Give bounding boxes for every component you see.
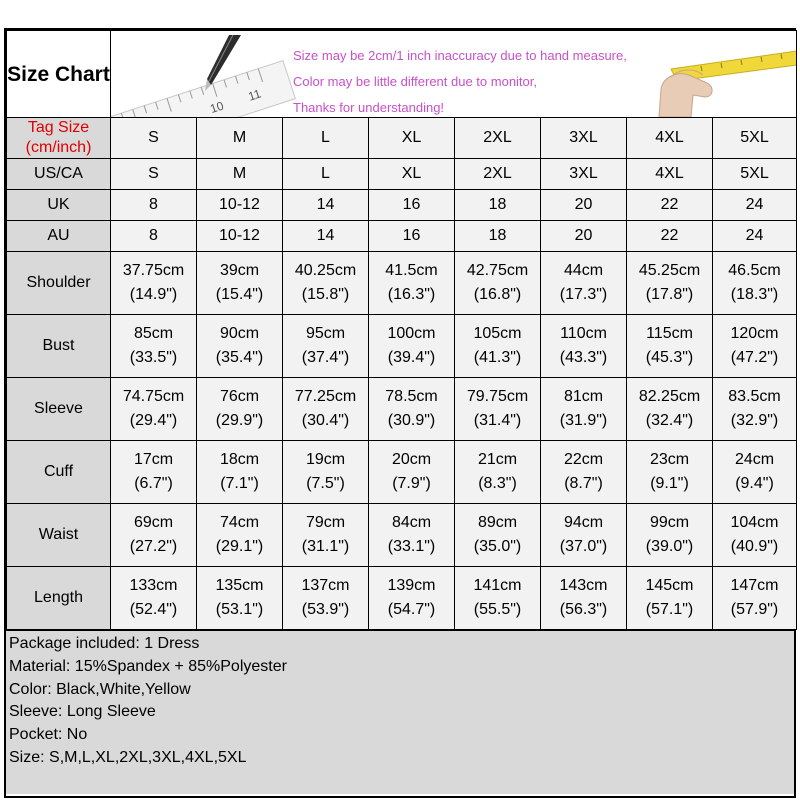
tag-size-cell: L xyxy=(283,118,369,159)
tag-size-cell: M xyxy=(197,118,283,159)
inch-value: (17.3") xyxy=(559,286,608,303)
inch-value: (31.4") xyxy=(473,412,522,429)
cm-value: 94cm xyxy=(563,514,604,531)
cm-value: 17cm xyxy=(133,451,174,468)
inch-value: (14.9") xyxy=(129,286,178,303)
size-cell: 22 xyxy=(627,190,713,221)
tag-size-cell: 5XL xyxy=(713,118,797,159)
size-cell: 18 xyxy=(455,221,541,252)
inch-value: (54.7") xyxy=(387,601,436,618)
inch-value: (30.4") xyxy=(301,412,350,429)
inch-value: (57.9") xyxy=(730,601,779,618)
cm-value: 79.75cm xyxy=(466,388,529,405)
measure-cell xyxy=(111,567,197,630)
chart-title: Size Chart xyxy=(7,31,111,118)
measure-cell xyxy=(283,252,369,315)
inch-value: (55.5") xyxy=(473,601,522,618)
inch-value: (30.9") xyxy=(387,412,436,429)
header-banner xyxy=(111,31,797,118)
ruler-number: 10 xyxy=(208,98,226,117)
measure-cell xyxy=(627,567,713,630)
size-cell: 3XL xyxy=(541,159,627,190)
cm-value: 23cm xyxy=(649,451,690,468)
size-cell: 24 xyxy=(713,221,797,252)
cm-value: 110cm xyxy=(560,325,607,342)
ruler-icon xyxy=(111,61,295,117)
size-cell: S xyxy=(111,159,197,190)
info-line: Pocket: No xyxy=(9,726,88,744)
measure-cell xyxy=(197,504,283,567)
size-cell: 20 xyxy=(541,221,627,252)
measure-cell xyxy=(283,378,369,441)
cm-value: 74.75cm xyxy=(122,388,185,405)
header-notes xyxy=(293,43,627,118)
inch-value: (47.2") xyxy=(730,349,779,366)
size-cell: 4XL xyxy=(627,159,713,190)
inch-value: (16.8") xyxy=(473,286,522,303)
inch-value: (33.1") xyxy=(387,538,436,555)
inch-value: (7.1") xyxy=(220,475,259,492)
inch-value: (18.3") xyxy=(730,286,779,303)
inch-value: (8.7") xyxy=(564,475,603,492)
row-label: US/CA xyxy=(7,159,111,190)
measure-cell xyxy=(455,441,541,504)
measure-cell xyxy=(627,252,713,315)
row-label: Shoulder xyxy=(7,252,111,315)
measure-cell xyxy=(455,504,541,567)
inch-value: (17.8") xyxy=(645,286,694,303)
measure-cell xyxy=(713,504,797,567)
measure-cell xyxy=(455,567,541,630)
measure-cell xyxy=(627,504,713,567)
inch-value: (39.4") xyxy=(387,349,436,366)
cm-value: 90cm xyxy=(219,325,260,342)
inch-value: (41.3") xyxy=(473,349,522,366)
measure-cell xyxy=(541,378,627,441)
cm-value: 20cm xyxy=(391,451,432,468)
cm-value: 22cm xyxy=(563,451,604,468)
measure-cell xyxy=(713,252,797,315)
measure-cell xyxy=(627,315,713,378)
size-cell: 24 xyxy=(713,190,797,221)
note-line: Thanks for understanding! xyxy=(293,100,445,115)
measure-cell xyxy=(455,315,541,378)
inch-value: (32.4") xyxy=(645,412,694,429)
size-cell: 10-12 xyxy=(197,190,283,221)
size-cell: 20 xyxy=(541,190,627,221)
measure-cell xyxy=(541,504,627,567)
product-info xyxy=(6,630,794,794)
tag-size-label: Tag Size (cm/inch) xyxy=(7,118,111,159)
inch-value: (29.9") xyxy=(215,412,264,429)
size-chart xyxy=(4,28,796,798)
info-line: Package included: 1 Dress xyxy=(9,635,200,652)
cm-value: 74cm xyxy=(219,514,260,531)
cm-value: 44cm xyxy=(563,262,604,279)
inch-value: (32.9") xyxy=(730,412,779,429)
tag-size-cell: 4XL xyxy=(627,118,713,159)
row-label: Waist xyxy=(7,504,111,567)
cm-value: 46.5cm xyxy=(728,262,781,279)
inch-value: (6.7") xyxy=(134,475,173,492)
measure-cell xyxy=(197,252,283,315)
inch-value: (37.4") xyxy=(301,349,350,366)
row-label: Cuff xyxy=(7,441,111,504)
inch-value: (31.1") xyxy=(301,538,350,555)
measure-cell xyxy=(541,252,627,315)
inch-value: (53.9") xyxy=(301,601,350,618)
cm-value: 133cm xyxy=(129,577,178,594)
measure-cell xyxy=(283,315,369,378)
cm-value: 135cm xyxy=(215,577,264,594)
inch-value: (7.9") xyxy=(392,475,431,492)
cm-value: 115cm xyxy=(646,325,693,342)
info-line: Material: 15%Spandex + 85%Polyester xyxy=(9,657,287,675)
measure-cell xyxy=(111,378,197,441)
inch-value: (37.0") xyxy=(559,538,608,555)
inch-value: (56.3") xyxy=(559,601,608,618)
measure-cell xyxy=(111,315,197,378)
measure-cell xyxy=(455,378,541,441)
cm-value: 40.25cm xyxy=(294,262,357,279)
info-line: Size: S,M,L,XL,2XL,3XL,4XL,5XL xyxy=(9,748,247,766)
row-label: Bust xyxy=(7,315,111,378)
cm-value: 100cm xyxy=(387,325,436,342)
measure-cell xyxy=(111,252,197,315)
size-table xyxy=(6,30,797,630)
size-cell: XL xyxy=(369,159,455,190)
cm-value: 145cm xyxy=(645,577,694,594)
measure-cell xyxy=(369,378,455,441)
inch-value: (8.3") xyxy=(478,475,517,492)
size-cell: 14 xyxy=(283,221,369,252)
cm-value: 39cm xyxy=(219,262,260,279)
size-cell: 18 xyxy=(455,190,541,221)
cm-value: 139cm xyxy=(387,577,436,594)
inch-value: (43.3") xyxy=(559,349,608,366)
measure-cell xyxy=(369,315,455,378)
measure-row xyxy=(7,504,797,567)
cm-value: 69cm xyxy=(133,514,174,531)
row-label: Length xyxy=(7,567,111,630)
size-cell: 14 xyxy=(283,190,369,221)
cm-value: 143cm xyxy=(559,577,608,594)
measure-cell xyxy=(369,567,455,630)
inch-value: (15.4") xyxy=(215,286,264,303)
size-cell: 8 xyxy=(111,221,197,252)
info-line: Color: Black,White,Yellow xyxy=(9,680,191,698)
tag-size-cell: XL xyxy=(369,118,455,159)
size-cell: 16 xyxy=(369,190,455,221)
cm-value: 137cm xyxy=(301,577,350,594)
measure-cell xyxy=(111,504,197,567)
inch-value: (39.0") xyxy=(645,538,694,555)
cm-value: 45.25cm xyxy=(638,262,701,279)
note-line: Color may be little different due to monitor, xyxy=(293,74,537,89)
measure-cell xyxy=(713,441,797,504)
measure-cell xyxy=(283,441,369,504)
measure-cell xyxy=(541,441,627,504)
inch-value: (35.0") xyxy=(473,538,522,555)
tag-size-cell: S xyxy=(111,118,197,159)
inch-value: (52.4") xyxy=(129,601,178,618)
header-row xyxy=(7,31,797,118)
row-label: Sleeve xyxy=(7,378,111,441)
inch-value: (57.1") xyxy=(645,601,694,618)
size-cell: 8 xyxy=(111,190,197,221)
row-label: UK xyxy=(7,190,111,221)
size-cell: L xyxy=(283,159,369,190)
measure-row xyxy=(7,315,797,378)
inch-value: (27.2") xyxy=(129,538,178,555)
cm-value: 21cm xyxy=(477,451,518,468)
tag-size-row xyxy=(7,118,797,159)
cm-value: 141cm xyxy=(473,577,522,594)
measure-cell xyxy=(713,315,797,378)
cm-value: 76cm xyxy=(219,388,260,405)
cm-value: 85cm xyxy=(133,325,174,342)
size-cell: M xyxy=(197,159,283,190)
cm-value: 104cm xyxy=(730,514,779,531)
inch-value: (33.5") xyxy=(129,349,178,366)
cm-value: 84cm xyxy=(391,514,432,531)
measure-cell xyxy=(197,378,283,441)
inch-value: (15.8") xyxy=(301,286,350,303)
measure-cell xyxy=(713,378,797,441)
cm-value: 41.5cm xyxy=(385,262,438,279)
inch-value: (45.3") xyxy=(645,349,694,366)
cm-value: 37.75cm xyxy=(122,262,185,279)
measure-cell xyxy=(197,567,283,630)
cm-value: 18cm xyxy=(219,451,260,468)
cm-value: 19cm xyxy=(305,451,346,468)
measure-cell xyxy=(283,567,369,630)
measure-cell xyxy=(369,441,455,504)
cm-value: 82.25cm xyxy=(638,388,701,405)
measure-cell xyxy=(627,441,713,504)
inch-value: (29.1") xyxy=(215,538,264,555)
cm-value: 95cm xyxy=(305,325,346,342)
note-line: Size may be 2cm/1 inch inaccuracy due to hand measure, xyxy=(293,48,627,63)
ruler-number: 11 xyxy=(246,86,263,104)
cm-value: 81cm xyxy=(563,388,604,405)
inch-value: (9.4") xyxy=(735,475,774,492)
measure-cell xyxy=(369,252,455,315)
measure-cell xyxy=(197,441,283,504)
cm-value: 120cm xyxy=(730,325,779,342)
measure-cell xyxy=(283,504,369,567)
size-row xyxy=(7,190,797,221)
measure-row xyxy=(7,567,797,630)
inch-value: (7.5") xyxy=(306,475,345,492)
cm-value: 83.5cm xyxy=(728,388,781,405)
cm-value: 42.75cm xyxy=(466,262,529,279)
info-line: Sleeve: Long Sleeve xyxy=(9,703,156,721)
size-cell: 2XL xyxy=(455,159,541,190)
tag-size-cell: 3XL xyxy=(541,118,627,159)
inch-value: (16.3") xyxy=(387,286,436,303)
measure-cell xyxy=(541,567,627,630)
measure-cell xyxy=(627,378,713,441)
cm-value: 89cm xyxy=(477,514,518,531)
inch-value: (35.4") xyxy=(215,349,264,366)
size-cell: 5XL xyxy=(713,159,797,190)
cm-value: 24cm xyxy=(734,451,775,468)
row-label: AU xyxy=(7,221,111,252)
measure-row xyxy=(7,441,797,504)
inch-value: (40.9") xyxy=(730,538,779,555)
measure-cell xyxy=(111,441,197,504)
size-row xyxy=(7,159,797,190)
cm-value: 105cm xyxy=(473,325,522,342)
cm-value: 77.25cm xyxy=(294,388,357,405)
cm-value: 78.5cm xyxy=(385,388,438,405)
cm-value: 147cm xyxy=(730,577,779,594)
size-row xyxy=(7,221,797,252)
inch-value: (29.4") xyxy=(129,412,178,429)
measure-cell xyxy=(541,315,627,378)
measure-row xyxy=(7,378,797,441)
inch-value: (31.9") xyxy=(559,412,608,429)
measure-cell xyxy=(713,567,797,630)
tag-size-cell: 2XL xyxy=(455,118,541,159)
size-cell: 22 xyxy=(627,221,713,252)
measure-cell xyxy=(369,504,455,567)
cm-value: 99cm xyxy=(649,514,690,531)
measure-row xyxy=(7,252,797,315)
inch-value: (53.1") xyxy=(215,601,264,618)
measure-cell xyxy=(197,315,283,378)
size-cell: 16 xyxy=(369,221,455,252)
size-cell: 10-12 xyxy=(197,221,283,252)
cm-value: 79cm xyxy=(305,514,346,531)
inch-value: (9.1") xyxy=(650,475,689,492)
measure-cell xyxy=(455,252,541,315)
